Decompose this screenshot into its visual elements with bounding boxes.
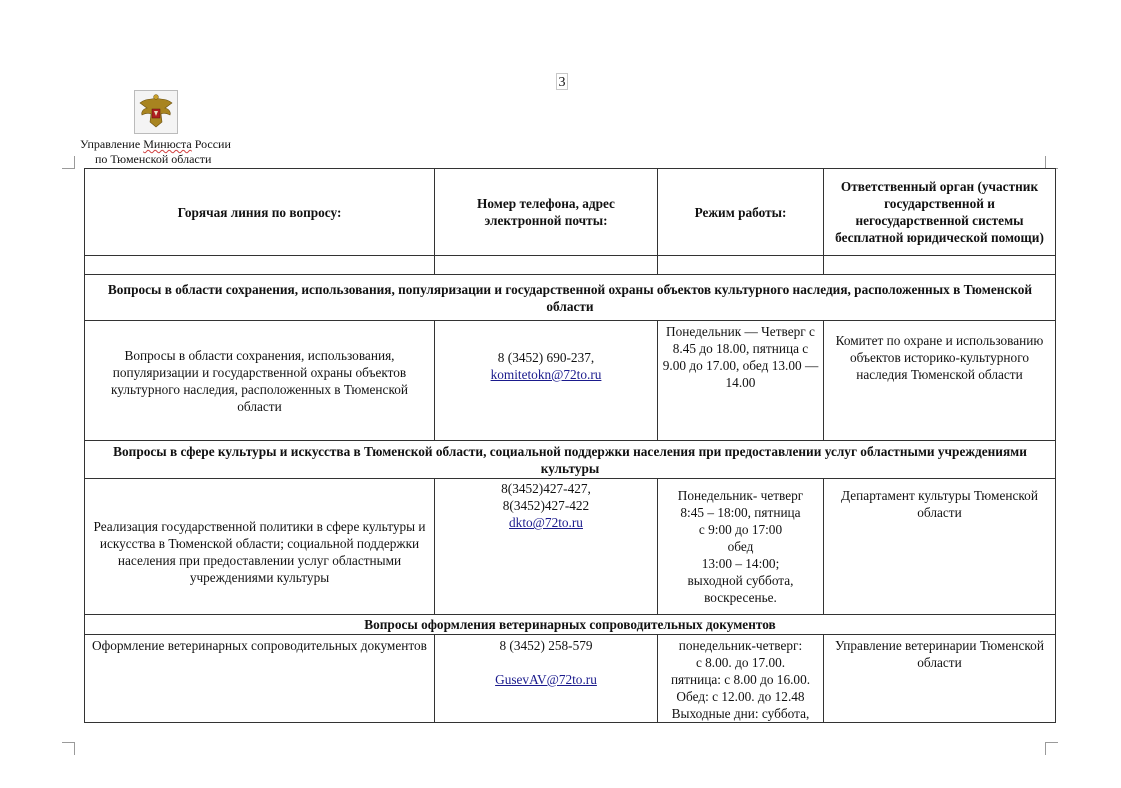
org-line-2: по Тюменской области [95, 152, 212, 166]
hours-cell: Понедельник- четверг 8:45 – 18:00, пятница с 9:00 до 17:00 обед 13:00 – 14:00; выходной суббота, воскресенье. [658, 479, 824, 615]
table-row [85, 479, 1056, 615]
section-heading-row [85, 615, 1056, 635]
crop-mark-top-left [62, 156, 75, 169]
section-title: Вопросы в области сохранения, использования, популяризации и государственной охраны объектов культурного наследия, расположенных в Тюменской области [85, 275, 1056, 321]
page-number: 3 [556, 73, 568, 90]
phone-text: 8(3452)427-422 [502, 498, 590, 513]
email-link[interactable]: dkto@72to.ru [509, 515, 583, 530]
org-line-1: Управление Минюста России [80, 137, 231, 151]
empty-row [85, 256, 1056, 275]
responsible-body-cell: Комитет по охране и использованию объектов историко-культурного наследия Тюменской области [824, 321, 1056, 441]
section-title: Вопросы оформления ветеринарных сопроводительных документов [85, 615, 1056, 635]
contact-cell [435, 635, 658, 723]
hours-cell: понедельник-четверг: с 8.00. до 17.00. пятница: с 8.00 до 16.00. Обед: с 12.00. до 12.48 Выходные дни: суббота, [658, 635, 824, 723]
header-hours: Режим работы: [658, 169, 824, 256]
table-row [85, 635, 1056, 723]
hours-cell: Понедельник — Четверг с 8.45 до 18.00, пятница с 9.00 до 17.00, обед 13.00 — 14.00 [658, 321, 824, 441]
phone-text: 8 (3452) 690-237, [497, 350, 595, 365]
phone-text: 8(3452)427-427, [501, 481, 591, 496]
contact-cell [435, 321, 658, 441]
crop-mark-bottom-left [62, 742, 75, 755]
table-row [85, 321, 1056, 441]
table-header-row [85, 169, 1056, 256]
header-contacts: Номер телефона, адрес электронной почты: [435, 169, 658, 256]
topic-cell: Оформление ветеринарных сопроводительных документов [85, 635, 435, 723]
header-responsible-body: Ответственный орган (участник государственной и негосударственной системы бесплатной юридической помощи) [824, 169, 1056, 256]
hotline-table [84, 168, 1056, 723]
section-title: Вопросы в сфере культуры и искусства в Тюменской области, социальной поддержки населения при предоставлении услуг областными учреждениями культуры [85, 441, 1056, 479]
header-topic: Горячая линия по вопросу: [85, 169, 435, 256]
topic-cell: Вопросы в области сохранения, использования, популяризации и государственной охраны объектов культурного наследия, расположенных в Тюменской области [85, 321, 435, 441]
section-heading-row [85, 275, 1056, 321]
section-heading-row [85, 441, 1056, 479]
contact-cell [435, 479, 658, 615]
responsible-body-cell: Управление ветеринарии Тюменской области [824, 635, 1056, 723]
responsible-body-cell: Департамент культуры Тюменской области [824, 479, 1056, 615]
phone-text: 8 (3452) 258-579 [499, 638, 593, 653]
crop-mark-bottom-right [1045, 742, 1058, 755]
coat-of-arms-emblem [134, 90, 178, 134]
topic-cell: Реализация государственной политики в сфере культуры и искусства в Тюменской области; социальной поддержки населения при предоставлении услуг областными учреждениями культуры [85, 479, 435, 615]
organization-name [80, 137, 231, 167]
email-link[interactable]: komitetokn@72to.ru [490, 367, 602, 382]
email-link[interactable]: GusevAV@72to.ru [495, 672, 597, 687]
